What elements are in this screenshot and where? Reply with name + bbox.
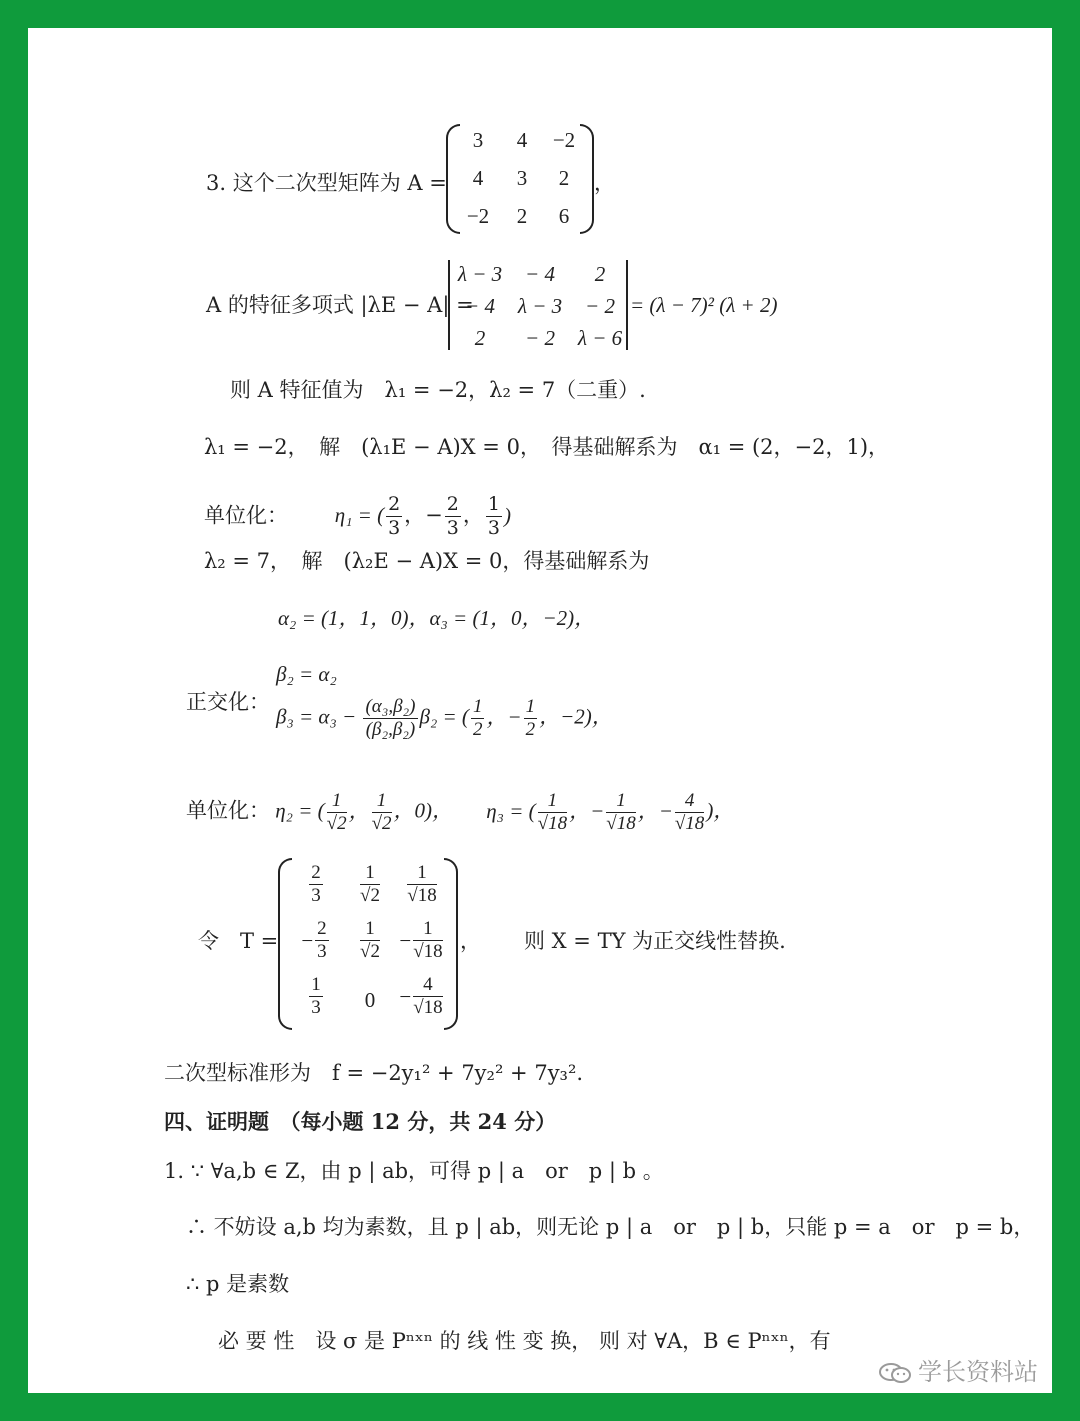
- det-cell: λ − 3: [517, 294, 563, 318]
- matrix-cell: 3: [516, 166, 528, 190]
- fraction: $\frac{1}{3}$: [487, 493, 500, 539]
- line-char-poly: A 的特征多项式 |λE − A| =: [206, 293, 474, 317]
- line-char-poly-result: = (λ − 7)² (λ + 2): [630, 293, 778, 317]
- det-cell: − 2: [525, 326, 555, 350]
- line-eta1: 单位化： η₁ = ( $\frac{2}{3}$ ，− $\frac{2}{3}$ ， $\frac{1}{3}$ ): [204, 493, 511, 539]
- eta1-fractions: $\frac{2}{3}$ ，− $\frac{2}{3}$ ， $\frac{1}{3}$: [388, 493, 500, 539]
- line-lambda2-solve: λ₂ = 7， 解 (λ₂E − A)X = 0，得基础解系为: [204, 549, 650, 573]
- det-cell: − 4: [465, 294, 495, 318]
- matrix-cell: 2: [558, 166, 570, 190]
- line-eta23: 单位化： η₂ = ( $\frac{1}{√2}$ ， $\frac{1}{√2}$ ，0)， η₃ = ( $\frac{1}{√18}$ ，− $\frac{1}{√18}$ ，− $\frac{4}{√18}$ )，: [186, 790, 735, 834]
- fraction: $\frac{2}{3}$: [311, 862, 321, 906]
- fraction: $\frac{4}{√18}$: [413, 974, 443, 1018]
- det-cell: λ − 6: [577, 326, 623, 350]
- matrix-t-cell: 0: [364, 988, 376, 1012]
- inner-product-frac: $\frac{\text{(α₃,β₂)}}{\text{(β₂,β₂)}}$: [365, 696, 416, 740]
- det-matrix: [448, 260, 628, 352]
- fraction: $\frac{1}{3}$: [311, 974, 321, 1018]
- det-cell: 2: [594, 262, 606, 286]
- fraction: $\frac{1}{√2}$: [360, 862, 380, 906]
- fraction: $\frac{4}{√18}$: [674, 790, 705, 834]
- label-normalize-2: 单位化：: [186, 798, 270, 823]
- matrix-t: [278, 858, 458, 1030]
- line-proof-3: ∴ p 是素数: [186, 1272, 290, 1296]
- matrix-cell: −2: [552, 128, 576, 152]
- fraction: $\frac{1}{2}$: [525, 696, 536, 740]
- eta2-fractions: $\frac{1}{√2}$ ， $\frac{1}{√2}$: [326, 790, 392, 834]
- matrix-cell: 6: [558, 204, 570, 228]
- fraction: $\frac{1}{√2}$: [326, 790, 347, 834]
- line-proof-2: ∴ 不妨设 a,b 均为素数，且 p | ab，则无论 p | a or p | b，只能 p = a or p = b，: [186, 1215, 1035, 1239]
- beta3-fractions: $\frac{1}{2}$ ，− $\frac{1}{2}$: [472, 696, 536, 740]
- matrix-cell: 2: [516, 204, 528, 228]
- matrix-cell: −2: [466, 204, 490, 228]
- matrix-t-cell: − $\frac{1}{√18}$: [399, 918, 443, 962]
- matrix-cell: 4: [472, 166, 484, 190]
- matrix-cell: 3: [472, 128, 484, 152]
- label-orthogonalize: 正交化：: [186, 690, 270, 714]
- line-lambda1-solve: λ₁ = −2， 解 (λ₁E − A)X = 0， 得基础解系为 α₁ = (2，−2，1)，: [204, 435, 890, 459]
- fraction: $\frac{2}{3}$: [446, 493, 459, 539]
- line-orthogonal-sub: 则 X = TY 为正交线性替换.: [524, 929, 786, 953]
- label-normalize-1: 单位化：: [204, 503, 288, 528]
- line-matrix-tail: ，: [594, 171, 615, 195]
- line-matrix-intro: 3. 这个二次型矩阵为 A =: [206, 171, 447, 195]
- document-page: 3. 这个二次型矩阵为 A = 3 4 −2 4 3 2 −2 2 6 ， A 的特征多项式 |λE − A| = λ − 3 − 4 2 − 4 λ − 3 − 2 2 − 2 λ − 6 = (λ − 7)² (λ + 2) 则 A 特征值为 λ₁ = −2，λ₂ = 7（二重）. λ₁ = −2， 解 (λ₁E − A)X = 0， 得基础解系为 α₁ = (2，−2，1)， 单位化： η₁ = ( $\frac{2}{3}$ ，− $\frac{2}{3}$ ， $\frac{1}{3}$ ) λ₂ = 7， 解 (λ₂E − A)X = 0，得基础解系为 α₂ = (1，1，0)，α₃ = (1，0，−2)， β₂ = α₂ 正交化： β₃ = α₃ − $\frac{\text{(α₃,β₂)}}{\text{(β₂,β₂)}}$ β₂ = ( $\frac{1}{2}$ ，− $\frac{1}{2}$ ，−2)， 单位化： η₂ = ( $\frac{1}{√2}$ ， $\frac{1}{√2}$ ，0)， η₃ = ( $\frac{1}{√18}$ ，− $\frac{1}{√18}$ ，− $\frac{4}{√18}$ )， 令 T = $\frac{2}{3}$ $\frac{1}{√2}$ $\frac{1}{√18}$ − $\frac{2}{3}$ $\frac{1}{√2}$ − $\frac{1}{√18}$ $\frac{1}{3}$ 0 − $\frac{4}{√18}$ ， 则 X = TY 为正交线性替换. 二次型标准形为 f = −2y₁² + 7y₂² + 7y₃². 四、证明题 （每小题 12 分，共 24 分） 1. ∵ ∀a,b ∈ Z，由 p | ab，可得 p | a or p | b 。 ∴ 不妨设 a,b 均为素数，且 p | ab，则无论 p | a or p | b，只能 p = a or p = b， ∴ p 是素数 必 要 性 设 σ 是 Pⁿˣⁿ 的 线 性 变 换， 则 对 ∀A，B ∈ Pⁿˣⁿ，有 学长资料站: [28, 28, 1052, 1393]
- fraction: $\frac{1}{2}$: [472, 696, 483, 740]
- line-beta2: β₂ = α₂: [276, 662, 337, 686]
- matrix-t-cell: [288, 974, 344, 1020]
- det-cell: λ − 3: [457, 262, 503, 286]
- beta3-head: β₃ = α₃ −: [276, 704, 357, 729]
- line-let-t: 令 T =: [198, 929, 279, 953]
- det-cell: − 2: [585, 294, 615, 318]
- fraction: $\frac{1}{√18}$: [413, 918, 443, 962]
- line-alpha23: α₂ = (1，1，0)，α₃ = (1，0，−2)，: [278, 606, 596, 630]
- matrix-t-cell: − $\frac{2}{3}$: [301, 918, 327, 962]
- line-beta3: β₃ = α₃ − $\frac{\text{(α₃,β₂)}}{\text{(β₂,β₂)}}$ β₂ = ( $\frac{1}{2}$ ，− $\frac{1}{2}$ ，−2)，: [276, 696, 613, 740]
- line-necessity: 必 要 性 设 σ 是 Pⁿˣⁿ 的 线 性 变 换， 则 对 ∀A，B ∈ Pⁿˣⁿ，有: [218, 1329, 831, 1353]
- fraction: $\frac{2}{3}$: [317, 918, 327, 962]
- fraction: $\frac{2}{3}$: [388, 493, 401, 539]
- eta1-head: η₁ = (: [334, 503, 385, 528]
- line-eigenvalues: 则 A 特征值为 λ₁ = −2，λ₂ = 7（二重）.: [230, 378, 646, 402]
- matrix-t-cell: [394, 862, 450, 908]
- det-cell: 2: [474, 326, 486, 350]
- line-canonical-form: 二次型标准形为 f = −2y₁² + 7y₂² + 7y₃².: [164, 1061, 584, 1085]
- det-cell: − 4: [525, 262, 555, 286]
- matrix-t-cell: [288, 862, 344, 908]
- eta3-fractions: $\frac{1}{√18}$ ，− $\frac{1}{√18}$ ，− $\frac{4}{√18}$: [537, 790, 705, 834]
- matrix-t-cell: − $\frac{4}{√18}$: [399, 974, 443, 1018]
- fraction: $\frac{1}{√18}$: [407, 862, 437, 906]
- wechat-icon: [878, 1362, 912, 1384]
- line-proof-1: 1. ∵ ∀a,b ∈ Z，由 p | ab，可得 p | a or p | b 。: [164, 1159, 664, 1183]
- fraction: $\frac{1}{√18}$: [537, 790, 568, 834]
- fraction: $\frac{1}{√2}$: [371, 790, 392, 834]
- fraction: $\frac{1}{√2}$: [360, 918, 380, 962]
- matrix-t-cell: [342, 918, 398, 964]
- matrix-a: [446, 124, 594, 234]
- fraction: $\frac{1}{√18}$: [606, 790, 636, 834]
- matrix-t-cell: [342, 862, 398, 908]
- beta3-mid: β₂ = (: [419, 704, 469, 729]
- section-heading-proof: 四、证明题 （每小题 12 分，共 24 分）: [164, 1109, 557, 1134]
- matrix-cell: 4: [516, 128, 528, 152]
- watermark: 学长资料站: [878, 1352, 1038, 1387]
